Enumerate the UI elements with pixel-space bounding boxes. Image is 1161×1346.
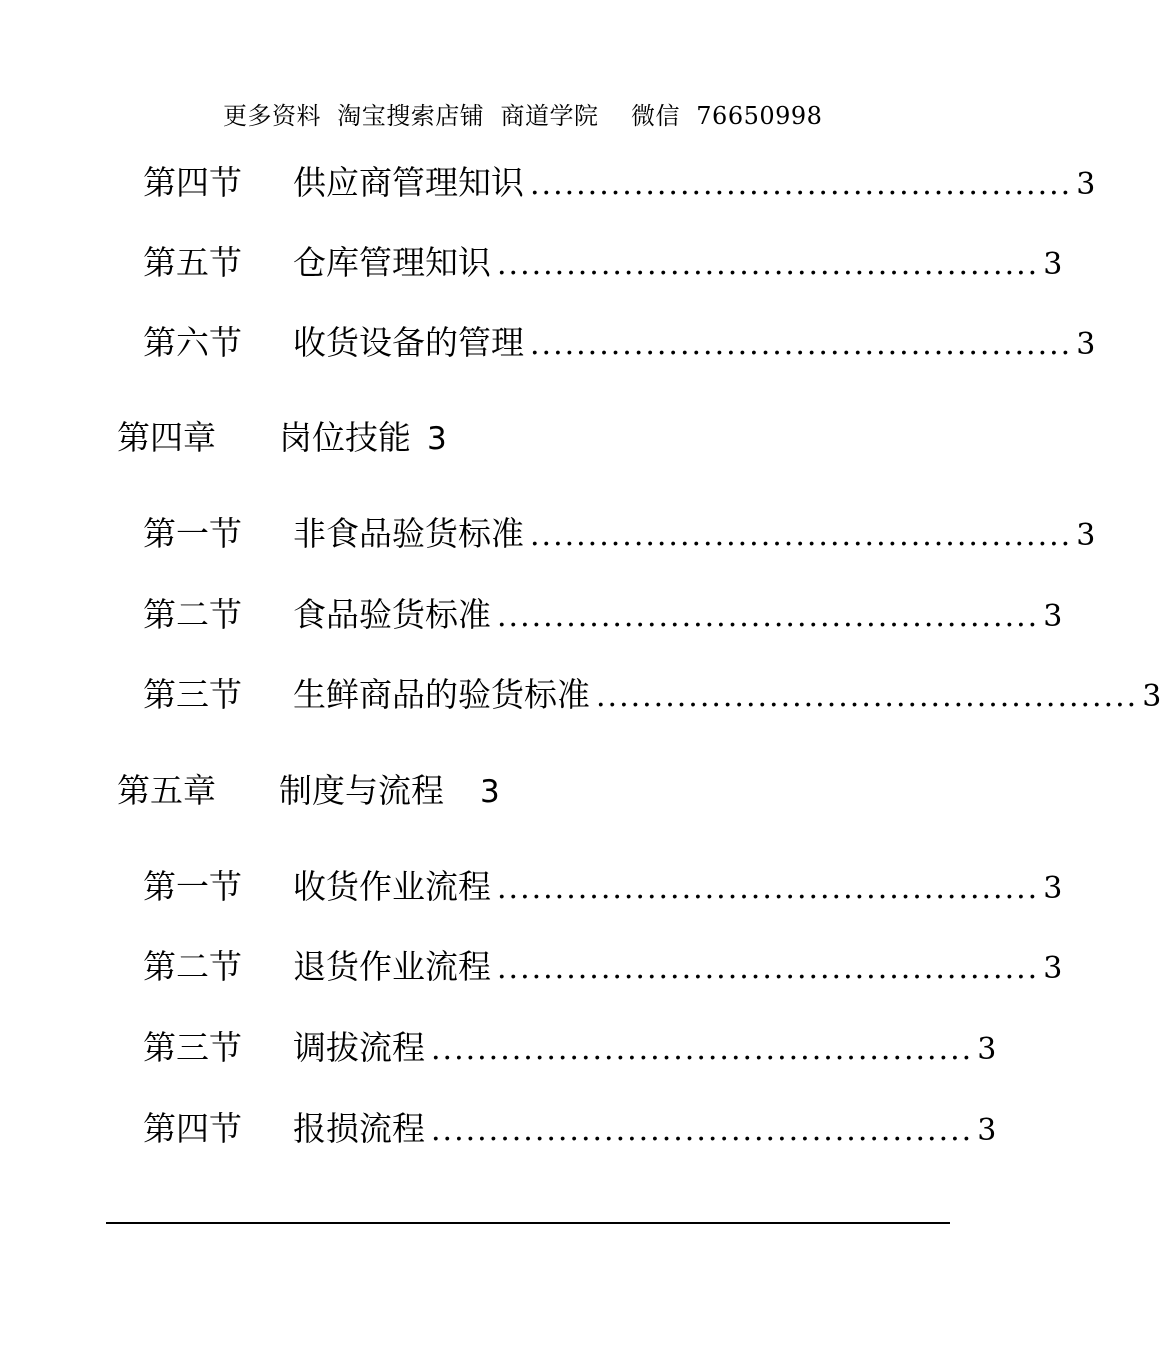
toc-page-number: 3 [1043,247,1063,282]
toc-section-title: 收货作业流程 [293,867,491,906]
toc-page-number: 3 [1142,679,1161,714]
footer-divider [106,1222,950,1224]
toc-section-number: 第一节 [143,867,242,906]
toc-section-number: 第二节 [143,595,242,634]
toc-page-number: 3 [1043,871,1063,906]
toc-section-number: 第六节 [143,323,242,362]
toc-section-title: 收货设备的管理 [293,323,524,362]
toc-dot-leader: ............................................... [431,1032,974,1067]
toc-entry[interactable] [143,669,1161,719]
toc-dot-leader: ............................................... [497,871,1040,906]
toc-section-title: 非食品验货标准 [293,514,524,553]
toc-entry[interactable] [143,157,1096,207]
toc-section-title: 生鲜商品的验货标准 [293,675,590,714]
toc-page-number: 3 [1076,327,1096,362]
toc-section-number: 第四节 [143,163,242,202]
toc-section-number: 第三节 [143,675,242,714]
toc-page-number: 3 [1076,167,1096,202]
toc-section-title: 供应商管理知识 [293,163,524,202]
toc-page-number: 3 [1043,951,1063,986]
toc-entry[interactable] [143,941,1063,991]
toc-chapter-entry[interactable] [117,412,447,462]
toc-section-number: 第一节 [143,514,242,553]
toc-section-number: 第四节 [143,1109,242,1148]
toc-page-number: 3 [1043,599,1063,634]
toc-section-number: 第二节 [143,947,242,986]
toc-dot-leader: ............................................... [596,679,1139,714]
toc-dot-leader: ............................................... [431,1113,974,1148]
toc-chapter-page: 3 [427,421,447,457]
toc-section-title: 退货作业流程 [293,947,491,986]
toc-page-number: 3 [977,1032,997,1067]
toc-page-number: 3 [1076,518,1096,553]
toc-entry[interactable] [143,237,1063,287]
toc-section-title: 调拔流程 [293,1028,425,1067]
toc-chapter-number: 第四章 [117,418,216,457]
toc-dot-leader: ............................................... [497,247,1040,282]
toc-chapter-title: 制度与流程 [279,771,444,810]
toc-chapter-page: 3 [480,774,500,810]
toc-chapter-number: 第五章 [117,771,216,810]
toc-dot-leader: ............................................... [497,599,1040,634]
toc-entry[interactable] [143,861,1063,911]
toc-dot-leader: ............................................... [530,327,1073,362]
toc-section-title: 食品验货标准 [293,595,491,634]
toc-entry[interactable] [143,589,1063,639]
header-note: 更多资料 淘宝搜索店铺 商道学院 微信 76650998 [223,102,823,130]
toc-entry[interactable] [143,1022,997,1072]
toc-entry[interactable] [143,1103,997,1153]
toc-dot-leader: ............................................... [530,518,1073,553]
toc-section-number: 第五节 [143,243,242,282]
toc-entry[interactable] [143,508,1096,558]
toc-chapter-entry[interactable] [117,765,500,815]
toc-chapter-title: 岗位技能 [279,418,411,457]
toc-section-title: 报损流程 [293,1109,425,1148]
toc-dot-leader: ............................................... [530,167,1073,202]
toc-page-number: 3 [977,1113,997,1148]
toc-entry[interactable] [143,317,1096,367]
toc-dot-leader: ............................................... [497,951,1040,986]
toc-section-title: 仓库管理知识 [293,243,491,282]
toc-section-number: 第三节 [143,1028,242,1067]
